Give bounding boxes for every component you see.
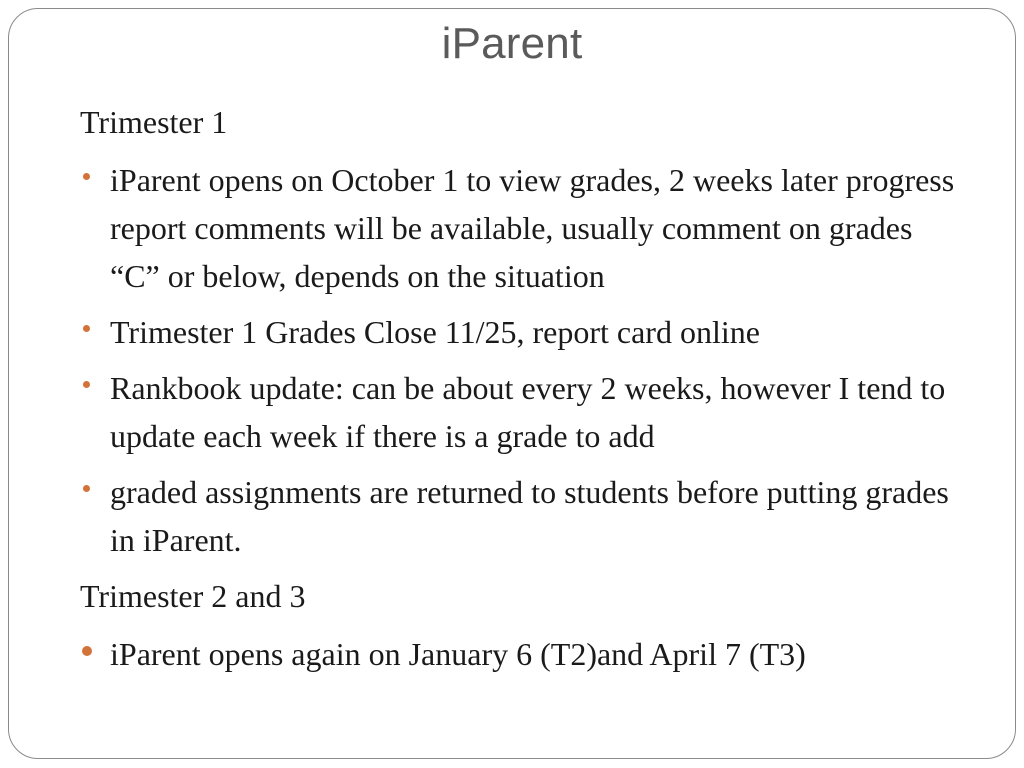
bullet-item [80,468,960,564]
section-heading-trimester-2-3: Trimester 2 and 3 [80,578,306,614]
bullet-text: Trimester 1 Grades Close 11/25, report card online [110,314,760,350]
bullet-item [80,308,960,356]
bullet-text: iParent opens again on January 6 (T2)and April 7 (T3) [110,636,806,672]
bullet-dot-icon [83,485,90,492]
bullet-item [80,364,960,460]
bullet-dot-icon [82,646,92,656]
bullet-dot-icon [83,173,90,180]
bullet-text: iParent opens on October 1 to view grades, 2 weeks later progress report comments will be available, usually comment on grades “C” or below, depends on the situation [110,162,955,294]
bullet-text: Rankbook update: can be about every 2 weeks, however I tend to update each week if there is a grade to add [110,370,946,454]
slide-title: iParent [441,19,583,68]
slide-body [80,98,960,686]
bullet-text: graded assignments are returned to students before putting grades in iParent. [110,474,949,558]
section-heading-trimester-1: Trimester 1 [80,104,228,140]
bullet-dot-icon [83,381,90,388]
bullet-item [80,156,960,300]
bullet-dot-icon [83,325,90,332]
bullet-item [80,630,960,678]
